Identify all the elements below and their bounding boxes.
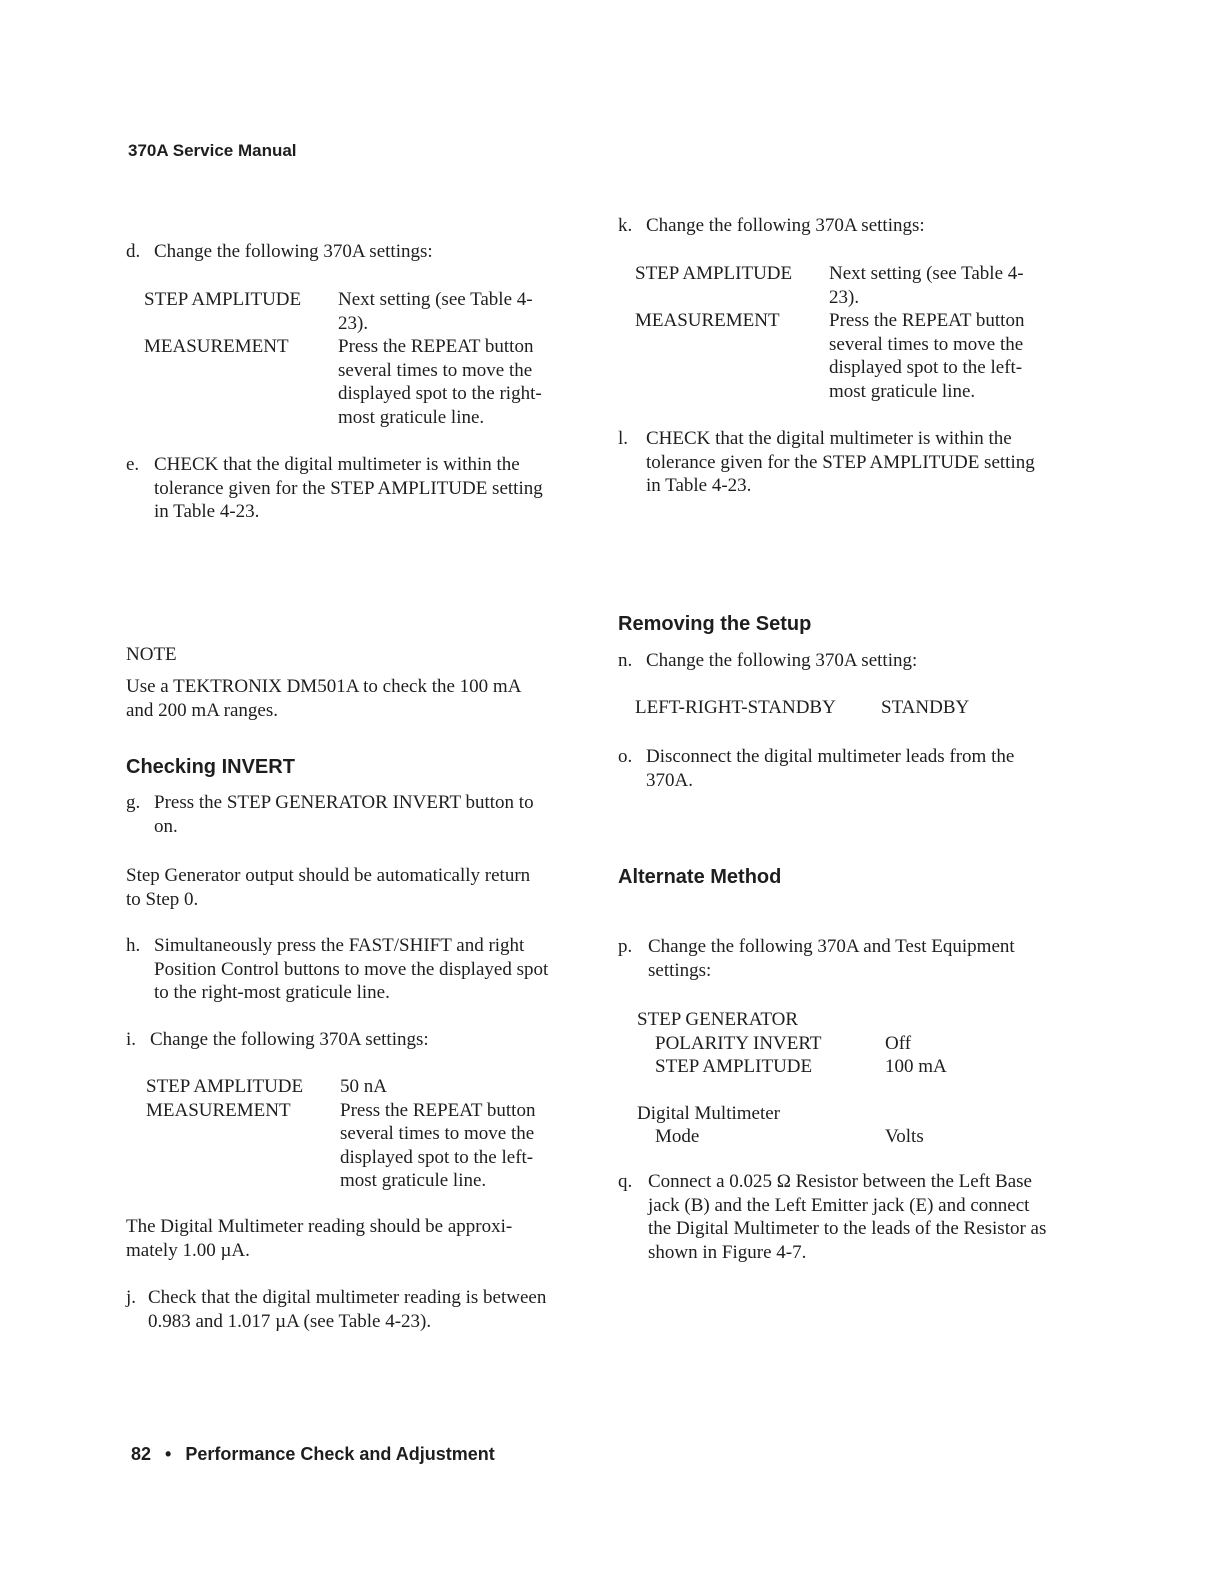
para-step-generator: [126, 864, 586, 911]
step-o: [618, 745, 1014, 792]
value-line: Press the REPEAT button: [338, 336, 534, 357]
step-label: q.: [618, 1171, 633, 1192]
text-line: settings:: [648, 959, 712, 981]
text-line: Connect a 0.025 Ω Resistor between the Left Base: [648, 1171, 1032, 1192]
step-label: l.: [618, 428, 629, 449]
setting-key: MEASUREMENT: [146, 1099, 291, 1121]
value-line: Press the REPEAT button: [340, 1099, 536, 1121]
setting-value: [340, 1099, 586, 1193]
footer-section-title: Performance Check and Adjustment: [185, 1444, 495, 1464]
setting-n: [635, 696, 1075, 720]
text-line: jack (B) and the Left Emitter jack (E) and connect: [648, 1194, 1030, 1216]
step-label: p.: [618, 936, 633, 957]
step-label: e.: [126, 454, 140, 475]
page-number: 82: [131, 1444, 152, 1464]
setting-value: [829, 262, 1075, 309]
step-text: [154, 453, 543, 524]
step-text: [154, 934, 548, 1005]
page-header-title: 370A Service Manual: [128, 141, 297, 160]
text-line: Disconnect the digital multimeter leads from the: [646, 746, 1015, 767]
text-line: mately 1.00 µA.: [126, 1239, 250, 1261]
step-label: n.: [618, 650, 633, 671]
text-line: on.: [154, 815, 178, 837]
text-line: CHECK that the digital multimeter is within the: [646, 428, 1012, 449]
value-line: Next setting (see Table 4-: [338, 289, 533, 310]
text-line: 0.983 and 1.017 µA (see Table 4-23).: [148, 1310, 432, 1332]
heading-alternate-method: Alternate Method: [618, 866, 782, 888]
step-text: [646, 427, 1035, 498]
step-d: [126, 240, 433, 264]
text-line: in Table 4-23.: [646, 475, 752, 496]
text-line: to the right-most graticule line.: [154, 982, 390, 1003]
setting-row: [635, 309, 1075, 403]
step-l: [618, 427, 1035, 498]
setting-key: MEASUREMENT: [144, 336, 289, 357]
setting-value: STANDBY: [881, 697, 970, 718]
step-label: j.: [126, 1287, 137, 1308]
spacer: [637, 1079, 1077, 1102]
setting-value: [340, 1075, 586, 1099]
setting-value: Off: [885, 1032, 912, 1054]
value-line: 23).: [829, 286, 860, 308]
step-label: h.: [126, 935, 141, 956]
setting-row: [144, 288, 584, 335]
step-p: [618, 935, 1015, 982]
text-line: the Digital Multimeter to the leads of the Resistor as: [648, 1218, 1047, 1239]
value-line: Next setting (see Table 4-: [829, 263, 1024, 284]
setting-row: [635, 696, 1075, 720]
value-line: Press the REPEAT button: [829, 310, 1025, 331]
text-line: Step Generator output should be automatically return: [126, 865, 531, 886]
setting-key: STEP AMPLITUDE: [655, 1056, 813, 1077]
step-h: [126, 934, 548, 1005]
text-line: Check that the digital multimeter reading is between: [148, 1287, 547, 1308]
setting-row: [637, 1055, 1077, 1079]
step-e: [126, 453, 543, 524]
text-line: tolerance given for the STEP AMPLITUDE setting: [154, 477, 543, 499]
setting-key: POLARITY INVERT: [655, 1032, 822, 1054]
value-line: most graticule line.: [340, 1170, 487, 1191]
text-line: and 200 mA ranges.: [126, 699, 278, 721]
page-footer: [131, 1444, 495, 1465]
setting-key: MEASUREMENT: [635, 310, 780, 331]
value-line: several times to move the: [338, 359, 533, 381]
step-text: [148, 1286, 546, 1333]
step-j: [126, 1286, 546, 1333]
text-line: CHECK that the digital multimeter is within the: [154, 454, 520, 475]
step-label: d.: [126, 241, 141, 262]
value-line: displayed spot to the left-: [829, 357, 1023, 378]
step-label: i.: [126, 1029, 137, 1050]
text-line: to Step 0.: [126, 888, 199, 910]
settings-group-title: Digital Multimeter: [637, 1102, 781, 1124]
step-label: g.: [126, 792, 141, 813]
setting-key: LEFT-RIGHT-STANDBY: [635, 697, 836, 718]
step-label: o.: [618, 746, 633, 767]
settings-table-k: [635, 262, 1075, 403]
settings-table-p: [637, 1008, 1077, 1149]
step-n: [618, 649, 917, 673]
setting-value: [338, 288, 584, 335]
para-reading: [126, 1215, 586, 1262]
step-i: [126, 1028, 429, 1052]
note-title: NOTE: [126, 644, 177, 665]
value-line: 23).: [338, 312, 369, 334]
value-line: several times to move the: [340, 1123, 535, 1144]
text-line: The Digital Multimeter reading should be approxi-: [126, 1216, 513, 1237]
step-text: Change the following 370A settings:: [154, 241, 433, 262]
step-text: [648, 935, 1015, 982]
setting-key: STEP AMPLITUDE: [146, 1076, 304, 1097]
step-k: [618, 214, 925, 238]
step-text: Change the following 370A settings:: [646, 215, 925, 236]
setting-row: [146, 1075, 586, 1099]
text-line: Change the following 370A and Test Equipment: [648, 936, 1015, 957]
settings-table-i: [146, 1075, 586, 1193]
setting-value: [338, 335, 584, 429]
value-line: displayed spot to the left-: [340, 1146, 534, 1168]
value-line: several times to move the: [829, 333, 1024, 355]
note-text: [126, 675, 586, 722]
value-line: most graticule line.: [338, 406, 485, 428]
text-line: 370A.: [646, 769, 693, 791]
text-line: Press the STEP GENERATOR INVERT button to: [154, 792, 534, 813]
text-line: shown in Figure 4-7.: [648, 1241, 807, 1263]
step-text: Change the following 370A setting:: [646, 650, 918, 671]
step-text: [154, 791, 534, 838]
step-text: [646, 745, 1014, 792]
value-line: most graticule line.: [829, 380, 976, 402]
text-line: Simultaneously press the FAST/SHIFT and right: [154, 935, 525, 956]
value-line: displayed spot to the right-: [338, 383, 542, 404]
setting-row: [635, 262, 1075, 309]
setting-key: STEP AMPLITUDE: [144, 289, 302, 310]
setting-row: [144, 335, 584, 429]
setting-value: [829, 309, 1075, 403]
setting-key: STEP AMPLITUDE: [635, 263, 793, 284]
text-line: in Table 4-23.: [154, 501, 260, 522]
text-line: tolerance given for the STEP AMPLITUDE setting: [646, 451, 1035, 473]
setting-value: 100 mA: [885, 1056, 947, 1077]
heading-removing-setup: Removing the Setup: [618, 613, 812, 635]
step-text: [648, 1170, 1046, 1264]
step-label: k.: [618, 215, 633, 236]
setting-row: [146, 1099, 586, 1193]
heading-checking-invert: Checking INVERT: [126, 756, 295, 778]
setting-value: Volts: [885, 1126, 924, 1147]
setting-row: [637, 1125, 1077, 1149]
text-line: Position Control buttons to move the displayed spot: [154, 958, 549, 980]
step-q: [618, 1170, 1046, 1264]
text-line: Use a TEKTRONIX DM501A to check the 100 mA: [126, 676, 522, 697]
settings-table-d: [144, 288, 584, 429]
step-text: Change the following 370A settings:: [150, 1029, 429, 1050]
bullet-separator: •: [165, 1444, 172, 1464]
setting-key: Mode: [655, 1126, 700, 1147]
settings-group-title: STEP GENERATOR: [637, 1009, 798, 1030]
value-line: 50 nA: [340, 1076, 387, 1097]
step-g: [126, 791, 534, 838]
setting-row: [637, 1032, 1077, 1056]
